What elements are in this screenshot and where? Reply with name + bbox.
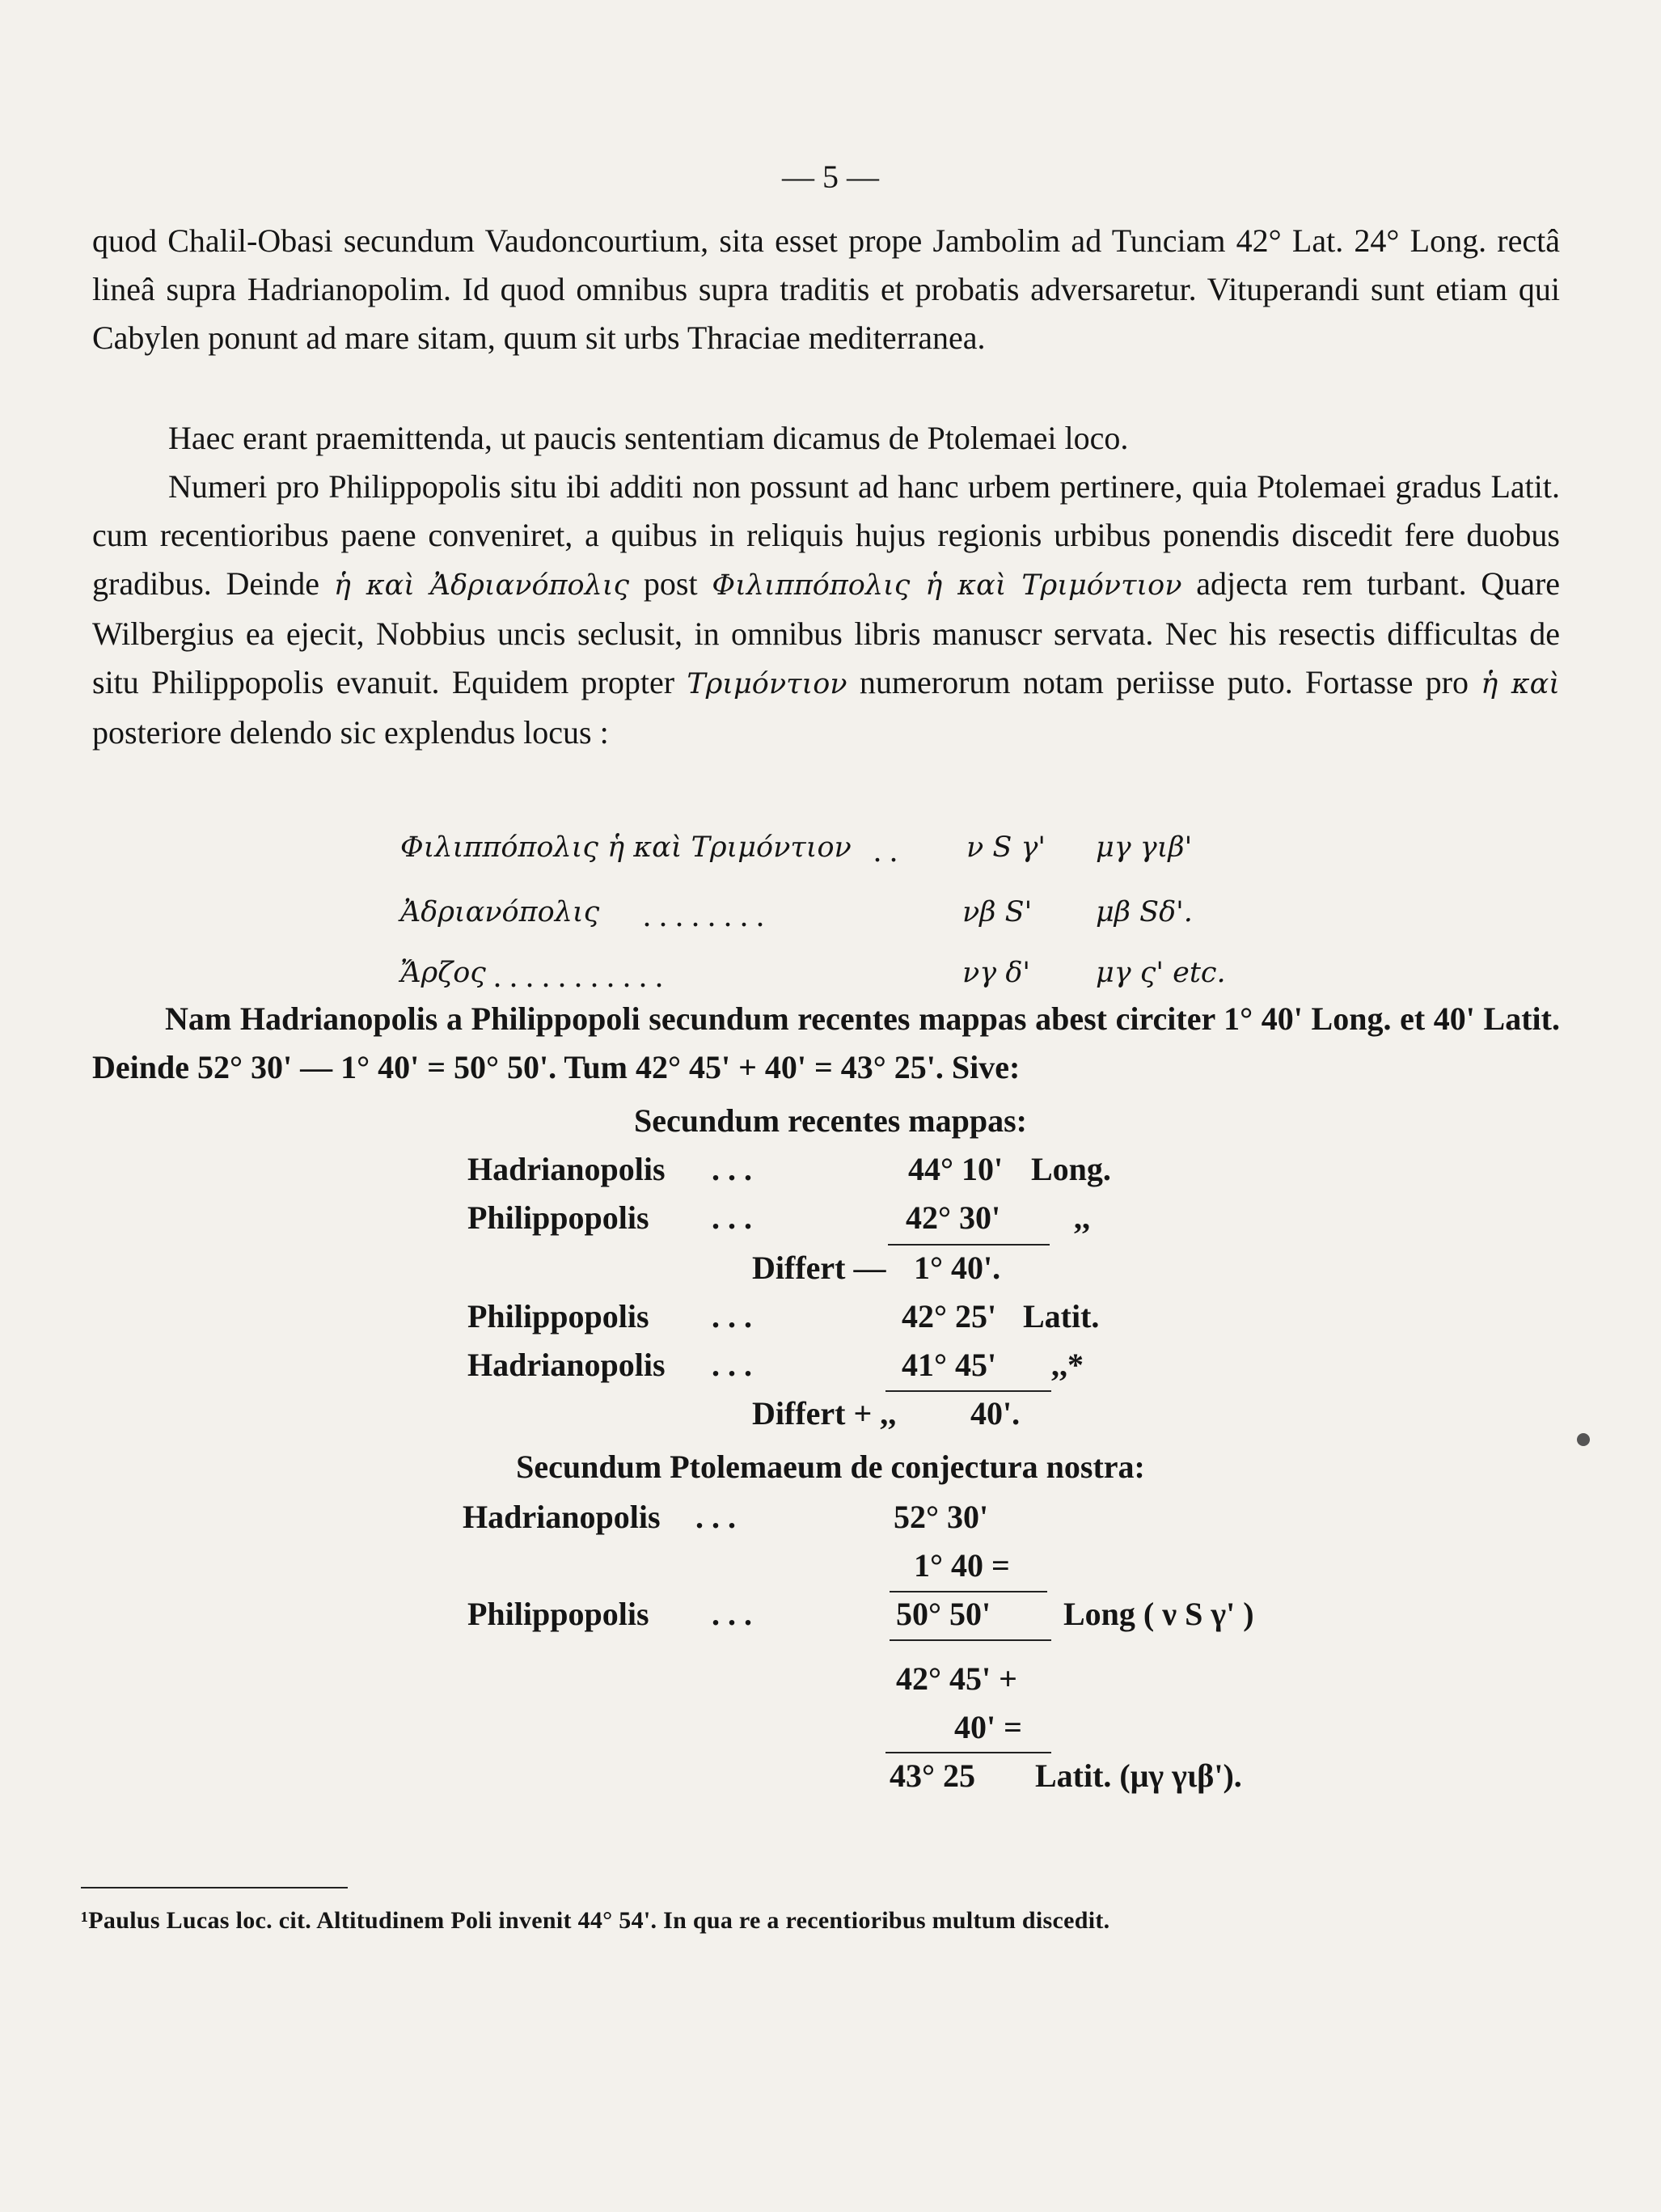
greek-phrase-2: Φιλιππόπολις ἡ καὶ Τριμόντιον — [712, 569, 1182, 602]
paragraph-3-text-e: posteriore delendo sic explendus locus : — [92, 714, 609, 751]
calc-row-unit: Long. — [1031, 1151, 1111, 1187]
greek-table-dots: . . . . . . . . — [643, 897, 764, 933]
calc-row-dots: . . . — [695, 1499, 736, 1535]
greek-table-dots: . . — [873, 832, 898, 869]
calc-row-value: 44° 10' — [908, 1151, 1004, 1187]
greek-table-lat: μγ ς' etc. — [1096, 957, 1226, 989]
calc-row-dots: . . . — [712, 1151, 752, 1187]
calc-row-value: 42° 25' — [902, 1298, 997, 1334]
calc-row-value: 50° 50' — [896, 1596, 991, 1632]
calc-row-name: Differt — — [752, 1250, 886, 1286]
calc-row-dots: . . . — [712, 1347, 752, 1383]
paragraph-3-text-a: Numeri pro Philippopolis situ ibi additi non possunt ad hanc urbem pertinere, quia Ptolemaei gradus Latit. cum recentioribus paene conveniret, a quibus in reliquis hujus regionis urbibus ponendis discedit fere duobus gradibus. Deinde — [92, 468, 1560, 602]
ink-speck — [1577, 1433, 1590, 1446]
sum-rule — [885, 1752, 1051, 1753]
greek-table-dots: . . . . . . . . . . . — [493, 958, 663, 994]
calc-row-dots: . . . — [712, 1199, 752, 1236]
calc-row-value: 41° 45' — [902, 1347, 997, 1383]
calc-row-name: Hadrianopolis — [463, 1499, 661, 1535]
calc-row-value: 42° 45' + — [896, 1660, 1017, 1697]
sum-rule — [890, 1591, 1047, 1592]
calc-row-name: Hadrianopolis — [467, 1151, 666, 1187]
greek-table-lat: μγ γιβ' — [1096, 831, 1193, 864]
calc-row-unit: ,, — [1074, 1199, 1090, 1236]
footnote-rule — [81, 1887, 348, 1888]
page-number: — 5 — — [782, 159, 879, 195]
greek-table-name: Φιλιππόπολις ἡ καὶ Τριμόντιον — [400, 831, 852, 864]
greek-table-long: ν S γ' — [966, 831, 1046, 864]
calc-row-dots: . . . — [712, 1596, 752, 1632]
calc-row-unit: Long ( ν S γ' ) — [1063, 1596, 1254, 1632]
sum-rule — [890, 1639, 1051, 1641]
paragraph-4: Nam Hadrianopolis a Philippopoli secundum recentes mappas abest circiter 1° 40' Long. et 40' Latit. Deinde 52° 30' — 1° 40' = 50° 50'. Tum 42° 45' + 40' = 43° 25'. Sive: — [92, 1000, 1560, 1085]
calc-row-name: Philippopolis — [467, 1298, 649, 1334]
greek-table-name: Ἄρζος — [400, 957, 486, 989]
sum-rule — [888, 1244, 1050, 1246]
calc-row-value: 1° 40 = — [914, 1547, 1010, 1584]
greek-phrase-4: ἡ καὶ — [1481, 668, 1561, 700]
paragraph-2: Haec erant praemittenda, ut paucis sententiam dicamus de Ptolemaei loco. — [168, 420, 1129, 456]
calc-row-name: Philippopolis — [467, 1199, 649, 1236]
calc-row-value: 43° 25 — [890, 1757, 975, 1794]
calc-row-unit: Latit. (μγ γιβ'). — [1035, 1757, 1242, 1794]
greek-table-long: νγ δ' — [962, 957, 1031, 989]
calc-row-value: 40' = — [954, 1709, 1022, 1745]
calc-row-name: Philippopolis — [467, 1596, 649, 1632]
calc-row-dots: . . . — [712, 1298, 752, 1334]
paragraph-3-text-d: numerorum notam periisse puto. Fortasse pro — [859, 664, 1469, 700]
greek-table-lat: μβ Sδ'. — [1096, 896, 1193, 928]
calc-row-unit: Latit. — [1023, 1298, 1100, 1334]
paragraph-1: quod Chalil-Obasi secundum Vaudoncourtium, sita esset prope Jambolim ad Tunciam 42° Lat. 24° Long. rectâ lineâ supra Hadrianopolim. Id quod omnibus supra traditis et probatis adversaretur. Vituperandi sunt etiam qui Cabylen ponunt ad mare sitam, quum sit urbs Thraciae mediterranea. — [92, 222, 1560, 356]
greek-phrase-3: Τριμόντιον — [687, 668, 847, 700]
section-1-heading: Secundum recentes mappas: — [634, 1102, 1027, 1139]
calc-row-name: Hadrianopolis — [467, 1347, 666, 1383]
calc-row-value: 40'. — [970, 1395, 1021, 1432]
greek-table-long: νβ S' — [962, 896, 1033, 928]
paragraph-3 — [92, 463, 1560, 757]
greek-phrase-1: ἡ καὶ Ἀδριανόπολις — [333, 569, 630, 602]
calc-row-value: 42° 30' — [906, 1199, 1001, 1236]
calc-row-name: Differt + ,, — [752, 1395, 897, 1432]
calc-row-unit: ,,* — [1051, 1347, 1084, 1383]
sum-rule — [885, 1390, 1051, 1392]
calc-row-value: 52° 30' — [894, 1499, 989, 1535]
paragraph-3-text-c: adjecta rem turbant. Quare Wilbergius ea ejecit, Nobbius uncis seclusit, in omnibus libris manuscr servata. Nec his resectis difficultas de situ Philippopolis evanuit. Equidem propter — [92, 565, 1561, 700]
greek-table-name: Ἀδριανόπολις — [400, 896, 600, 928]
footnote: ¹Paulus Lucas loc. cit. Altitudinem Poli invenit 44° 54'. In qua re a recentioribus multum discedit. — [81, 1907, 1110, 1934]
paragraph-3-text-b: post — [643, 565, 698, 602]
calc-row-value: 1° 40'. — [914, 1250, 1001, 1286]
section-2-heading: Secundum Ptolemaeum de conjectura nostra: — [516, 1449, 1145, 1485]
